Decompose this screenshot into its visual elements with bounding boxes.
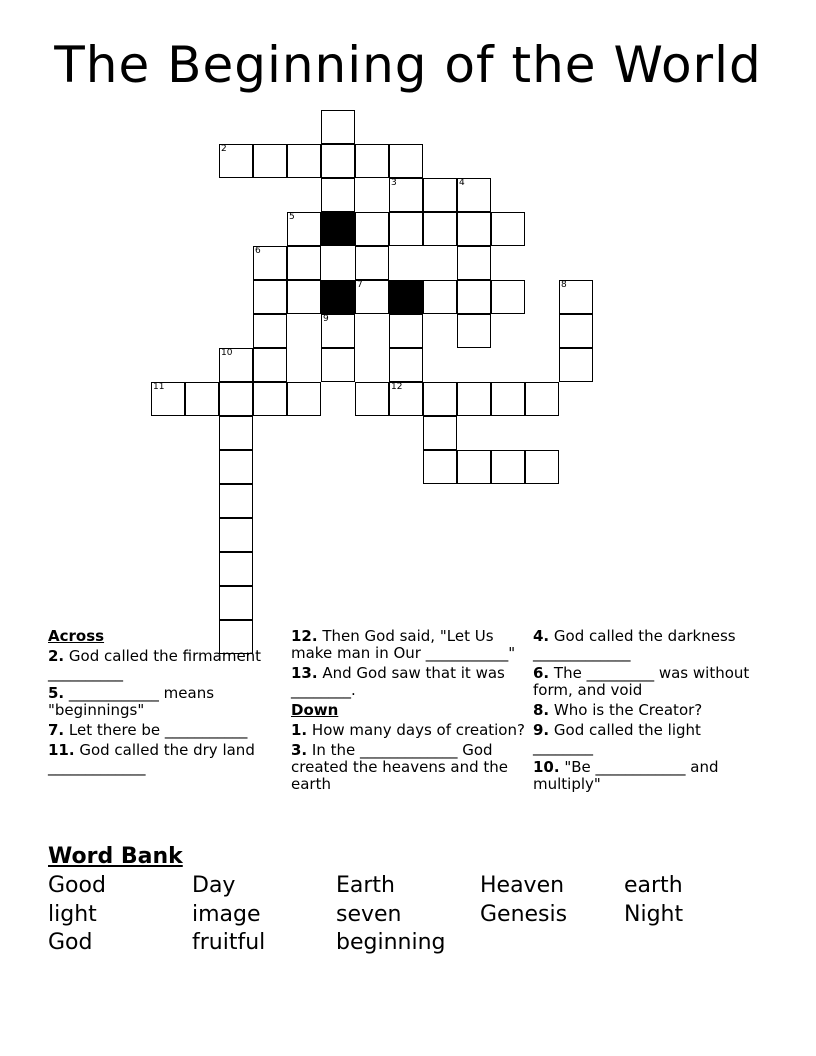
grid-cell[interactable] (287, 212, 321, 246)
clue-item (48, 648, 278, 682)
grid-cell[interactable] (423, 178, 457, 212)
clue-number-label: 10. (533, 758, 560, 776)
grid-cell[interactable] (287, 144, 321, 178)
across-clue-list (48, 648, 278, 776)
grid-cell[interactable] (389, 144, 423, 178)
clue-number: 6 (255, 246, 261, 256)
clue-item (48, 722, 278, 739)
clues-column-2 (291, 628, 526, 796)
clue-item (533, 665, 753, 699)
clue-text: Who is the Creator? (549, 701, 703, 719)
clue-item (533, 702, 753, 719)
grid-cell[interactable] (219, 484, 253, 518)
grid-cell[interactable] (423, 416, 457, 450)
grid-cell[interactable] (457, 382, 491, 416)
clue-number-label: 8. (533, 701, 550, 719)
grid-cell[interactable] (355, 382, 389, 416)
grid-block (321, 212, 355, 246)
clue-item (533, 722, 753, 756)
grid-cell[interactable] (457, 212, 491, 246)
grid-cell[interactable] (219, 348, 253, 382)
across-header: Across (48, 627, 105, 645)
page-title: The Beginning of the World (54, 36, 762, 94)
grid-cell[interactable] (457, 314, 491, 348)
grid-cell[interactable] (457, 178, 491, 212)
down-clue-list-continued (533, 628, 753, 793)
grid-cell[interactable] (559, 348, 593, 382)
clue-number-label: 2. (48, 647, 65, 665)
grid-cell[interactable] (219, 450, 253, 484)
down-clue-list (291, 722, 526, 793)
clue-number-label: 12. (291, 627, 318, 645)
clue-text: Let there be ___________ (64, 721, 248, 739)
clue-number-label: 7. (48, 721, 65, 739)
grid-cell[interactable] (253, 246, 287, 280)
grid-cell[interactable] (491, 450, 525, 484)
word-bank-word: Day (192, 873, 236, 898)
grid-cell[interactable] (355, 246, 389, 280)
grid-cell[interactable] (559, 314, 593, 348)
word-bank-title: Word Bank (48, 844, 183, 869)
grid-cell[interactable] (355, 212, 389, 246)
clue-item (533, 759, 753, 793)
grid-cell[interactable] (389, 178, 423, 212)
clue-number: 9 (323, 314, 329, 324)
word-bank-word: Genesis (480, 902, 568, 927)
clue-number-label: 3. (291, 741, 308, 759)
grid-cell[interactable] (219, 382, 253, 416)
clue-item (291, 722, 526, 739)
grid-cell[interactable] (525, 450, 559, 484)
clue-item (291, 628, 526, 662)
grid-cell[interactable] (151, 382, 185, 416)
grid-cell[interactable] (321, 348, 355, 382)
clue-number-label: 13. (291, 664, 318, 682)
clues-column-1 (48, 628, 278, 779)
grid-cell[interactable] (253, 348, 287, 382)
grid-cell[interactable] (423, 212, 457, 246)
word-bank-word: Earth (336, 873, 395, 898)
grid-cell[interactable] (287, 280, 321, 314)
grid-cell[interactable] (423, 450, 457, 484)
grid-cell[interactable] (185, 382, 219, 416)
grid-cell[interactable] (457, 246, 491, 280)
clue-number-label: 6. (533, 664, 550, 682)
clue-number: 7 (357, 280, 363, 290)
clue-number: 8 (561, 280, 567, 290)
word-bank-word: image (192, 902, 261, 927)
clue-number-label: 4. (533, 627, 550, 645)
grid-cell[interactable] (253, 144, 287, 178)
grid-cell[interactable] (321, 178, 355, 212)
word-bank-word: God (48, 930, 93, 955)
grid-cell[interactable] (219, 552, 253, 586)
word-bank-word: earth (624, 873, 683, 898)
clue-text: God called the dry land _____________ (48, 741, 255, 776)
grid-cell[interactable] (253, 280, 287, 314)
word-bank-word: Good (48, 873, 106, 898)
grid-cell[interactable] (355, 144, 389, 178)
grid-cell[interactable] (491, 280, 525, 314)
grid-cell[interactable] (389, 382, 423, 416)
grid-cell[interactable] (219, 416, 253, 450)
grid-cell[interactable] (219, 144, 253, 178)
grid-cell[interactable] (287, 246, 321, 280)
clue-item (291, 742, 526, 793)
clue-text: ____________ means "beginnings" (48, 684, 215, 719)
clue-number: 10 (221, 348, 233, 358)
clue-number-label: 5. (48, 684, 65, 702)
grid-cell[interactable] (219, 586, 253, 620)
grid-cell[interactable] (525, 382, 559, 416)
clue-text: God called the darkness _____________ (533, 627, 736, 662)
clue-number: 11 (153, 382, 165, 392)
grid-cell[interactable] (321, 110, 355, 144)
word-bank-word: light (48, 902, 97, 927)
clue-text: In the _____________ God created the heavens and the earth (291, 741, 509, 793)
grid-cell[interactable] (253, 314, 287, 348)
grid-cell[interactable] (423, 382, 457, 416)
clue-item (48, 685, 278, 719)
grid-cell[interactable] (355, 280, 389, 314)
clue-number: 3 (391, 178, 397, 188)
word-bank-word: beginning (336, 930, 446, 955)
grid-cell[interactable] (287, 382, 321, 416)
word-bank-word: Heaven (480, 873, 565, 898)
clue-item (48, 742, 278, 776)
grid-cell[interactable] (389, 212, 423, 246)
word-bank-word: seven (336, 902, 402, 927)
grid-cell[interactable] (491, 382, 525, 416)
clue-number: 2 (221, 144, 227, 154)
word-bank-word: Night (624, 902, 684, 927)
clue-text: Then God said, "Let Us make man in Our ___________" (291, 627, 516, 662)
clue-text: God called the light ________ (533, 721, 701, 756)
clue-text: How many days of creation? (307, 721, 525, 739)
grid-block (389, 280, 423, 314)
clue-number-label: 1. (291, 721, 308, 739)
grid-cell[interactable] (491, 212, 525, 246)
grid-cell[interactable] (219, 518, 253, 552)
grid-cell[interactable] (253, 382, 287, 416)
clue-text: The _________ was without form, and void (533, 664, 750, 699)
clues-column-3 (533, 628, 753, 796)
clue-item (533, 628, 753, 662)
grid-cell[interactable] (389, 348, 423, 382)
clue-text: And God saw that it was ________. (291, 664, 505, 699)
clue-number: 4 (459, 178, 465, 188)
across-clue-list-continued (291, 628, 526, 699)
word-bank-word: fruitful (192, 930, 266, 955)
clue-text: God called the firmament __________ (48, 647, 262, 682)
clue-number: 5 (289, 212, 295, 222)
clue-item (291, 665, 526, 699)
grid-cell[interactable] (457, 280, 491, 314)
grid-cell[interactable] (457, 450, 491, 484)
clue-text: "Be ____________ and multiply" (533, 758, 719, 793)
down-header: Down (291, 701, 339, 719)
grid-block (321, 280, 355, 314)
clue-number-label: 9. (533, 721, 550, 739)
clue-number: 12 (391, 382, 403, 392)
grid-cell[interactable] (559, 280, 593, 314)
grid-cell[interactable] (321, 144, 355, 178)
grid-cell[interactable] (389, 314, 423, 348)
clue-number-label: 11. (48, 741, 75, 759)
grid-cell[interactable] (423, 280, 457, 314)
grid-cell[interactable] (321, 314, 355, 348)
